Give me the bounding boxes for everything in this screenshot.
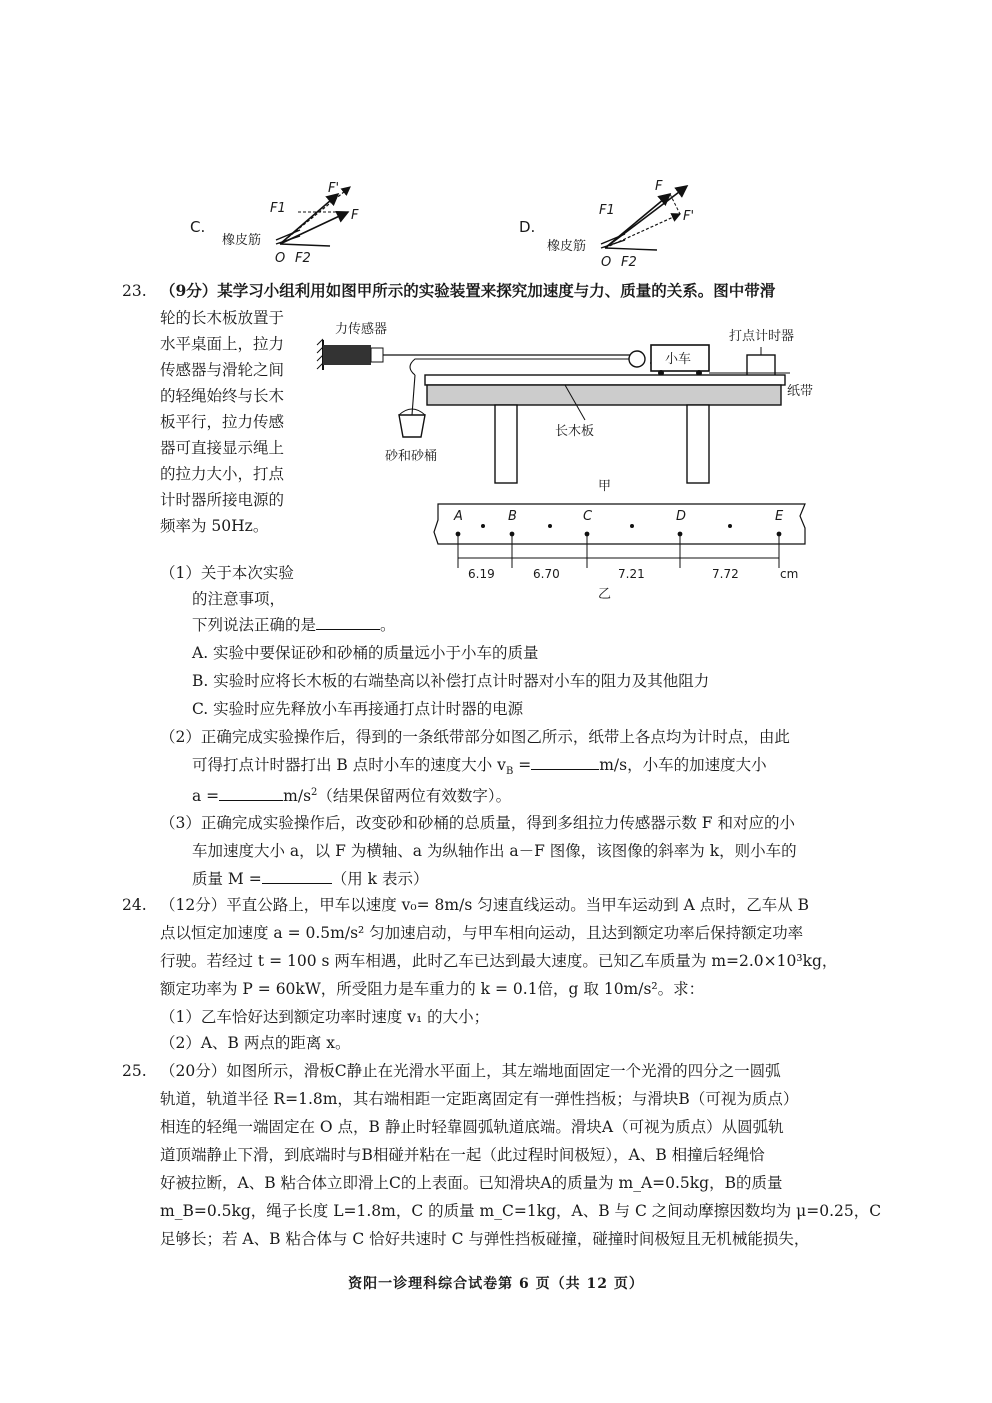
svg-text:7.72: 7.72: [712, 567, 739, 581]
q25-line3: 相连的轻绳一端固定在 O 点，B 静止时轻靠圆弧轨道底端。滑块A（可视为质点）从圆弧轨: [160, 1118, 784, 1136]
svg-text:甲: 甲: [598, 479, 612, 494]
answer-blank-1[interactable]: [316, 613, 380, 630]
q24-number: 24.: [122, 896, 147, 914]
svg-text:力传感器: 力传感器: [335, 322, 388, 337]
svg-text:A: A: [454, 509, 463, 524]
long-board: [425, 375, 785, 385]
q24-line1: （12分）平直公路上，甲车以速度 v₀= 8m/s 匀速直线运动。当甲车运动到 A 点时，乙车从 B: [160, 896, 810, 914]
svg-text:打点计时器: 打点计时器: [729, 329, 795, 344]
page-footer: 资阳一诊理科综合试卷第 6 页（共 12 页）: [348, 1276, 644, 1292]
option-c: C. 实验时应先释放小车再接通打点计时器的电源: [192, 700, 524, 718]
q24-line4: 额定功率为 P = 60kW，所受阻力是车重力的 k = 0.1倍，g 取 10m/s²。求：: [160, 980, 705, 998]
q24-line2: 点以恒定加速度 a = 0.5m/s² 匀加速启动，与甲车相向运动，且达到额定功率后保持额定功率: [160, 924, 804, 942]
q23-part1-c: 下列说法正确的是 。: [192, 612, 396, 638]
svg-text:F': F': [328, 181, 340, 196]
svg-text:cm: cm: [780, 567, 799, 581]
timer: [747, 355, 775, 377]
svg-text:O: O: [275, 251, 286, 266]
bucket: [399, 415, 425, 437]
svg-text:F: F: [655, 179, 663, 194]
force-sensor: [323, 345, 371, 365]
svg-text:D: D: [676, 509, 687, 524]
svg-text:6.70: 6.70: [533, 567, 560, 581]
svg-text:纸带: 纸带: [787, 384, 814, 399]
q23-part1-b: 的注意事项，: [192, 590, 286, 608]
q25-line4: 道顶端静止下滑，到底端时与B相碰并粘在一起（此过程时间极短），A、B 相撞后轻绳恰: [160, 1146, 765, 1164]
q23-part2-b: 可得打点计时器打出 B 点时小车的速度大小 $v_B = m/s$，小车的加速度大小: [192, 752, 767, 785]
q23-part1-a: （1）关于本次实验: [160, 564, 294, 582]
q25-line6: m_B=0.5kg，绳子长度 L=1.8m，C 的质量 m_C=1kg，A、B 与 C 之间动摩擦因数均为 μ=0.25，C: [160, 1202, 882, 1220]
svg-text:F2: F2: [295, 251, 311, 266]
q23-part2-c: $a = m/s^2$（结果保留两位有效数字）。: [192, 780, 511, 809]
arrow-f2: [280, 244, 330, 246]
q23-part3-a: （3）正确完成实验操作后，改变砂和砂桶的总质量，得到多组拉力传感器示数 F 和对应的小: [160, 814, 795, 832]
q23-part3-b: 车加速度大小 a，以 F 为横轴、a 为纵轴作出 a－F 图像，该图像的斜率为 k，则小车的: [192, 842, 797, 860]
answer-blank-vb[interactable]: [531, 753, 599, 770]
svg-text:长木板: 长木板: [555, 424, 595, 439]
option-b: B. 实验时应将长木板的右端垫高以补偿打点计时器对小车的阻力及其他阻力: [192, 672, 710, 690]
figure-option-d: [515, 172, 725, 272]
rubber-band-label: 橡皮筋: [547, 239, 587, 254]
q23-part3-c: 质量 M = （用 k 表示）: [192, 866, 428, 892]
svg-text:B: B: [508, 509, 517, 524]
q25-line1: （20分）如图所示，滑板C静止在光滑水平面上，其左端地面固定一个光滑的四分之一圆弧: [160, 1062, 781, 1080]
q23-side-text: 轮的长木板放置于 水平桌面上，拉力 传感器与滑轮之间 的轻绳始终与长木 板平行，拉力传感 器可直接显示绳上 的拉力大小，打点 计时器所接电源的 频率为 50Hz。: [160, 309, 285, 535]
svg-text:F1: F1: [599, 203, 615, 218]
arrow-f: [280, 212, 348, 244]
q25-line2: 轨道，轨道半径 R=1.8m，其右端相距一定距离固定有一弹性挡板；与滑块B（可视为质点）: [160, 1090, 799, 1108]
q24-line3: 行驶。若经过 t = 100 s 两车相遇，此时乙车已达到最大速度。已知乙车质量为 m=2.0×10³kg，: [160, 952, 838, 970]
q25-line5: 好被拉断，A、B 粘合体立即滑上C的上表面。已知滑块A的质量为 m_A=0.5kg，B的质量: [160, 1174, 783, 1192]
q23-number: 23.: [122, 282, 147, 300]
table-top: [427, 385, 781, 405]
svg-text:O: O: [601, 255, 612, 270]
option-d-letter: D.: [519, 218, 536, 236]
q23-part2-a: （2）正确完成实验操作后，得到的一条纸带部分如图乙所示，纸带上各点均为计时点，由此: [160, 728, 790, 746]
figure-tape: [420, 496, 820, 606]
answer-blank-a[interactable]: [219, 784, 283, 801]
figure-apparatus: [315, 315, 825, 495]
svg-text:7.21: 7.21: [618, 567, 645, 581]
svg-text:F2: F2: [621, 255, 637, 270]
rubber-band-label: 橡皮筋: [222, 233, 262, 248]
svg-text:F1: F1: [270, 201, 286, 216]
svg-text:C: C: [583, 509, 593, 524]
q25-number: 25.: [122, 1062, 147, 1080]
answer-blank-m[interactable]: [262, 867, 332, 884]
option-c-letter: C.: [190, 218, 206, 236]
q23-heading: （9分）某学习小组利用如图甲所示的实验装置来探究加速度与力、质量的关系。图中带滑: [160, 281, 776, 300]
svg-text:F': F': [683, 209, 695, 224]
figure-option-c: [180, 172, 380, 272]
q24-sub1: （1）乙车恰好达到额定功率时速度 v₁ 的大小；: [160, 1008, 490, 1026]
svg-text:F: F: [351, 208, 359, 223]
q24-sub2: （2）A、B 两点的距离 x。: [160, 1034, 351, 1052]
option-a: A. 实验中要保证砂和砂桶的质量远小于小车的质量: [192, 644, 539, 662]
svg-text:E: E: [775, 509, 784, 524]
svg-text:乙: 乙: [598, 587, 612, 602]
pulley: [629, 351, 645, 367]
svg-text:6.19: 6.19: [468, 567, 495, 581]
svg-text:小车: 小车: [665, 352, 692, 367]
svg-text:砂和砂桶: 砂和砂桶: [385, 449, 438, 464]
q25-line7: 足够长；若 A、B 粘合体与 C 恰好共速时 C 与弹性挡板碰撞，碰撞时间极短且无机械能损失，: [160, 1230, 810, 1248]
